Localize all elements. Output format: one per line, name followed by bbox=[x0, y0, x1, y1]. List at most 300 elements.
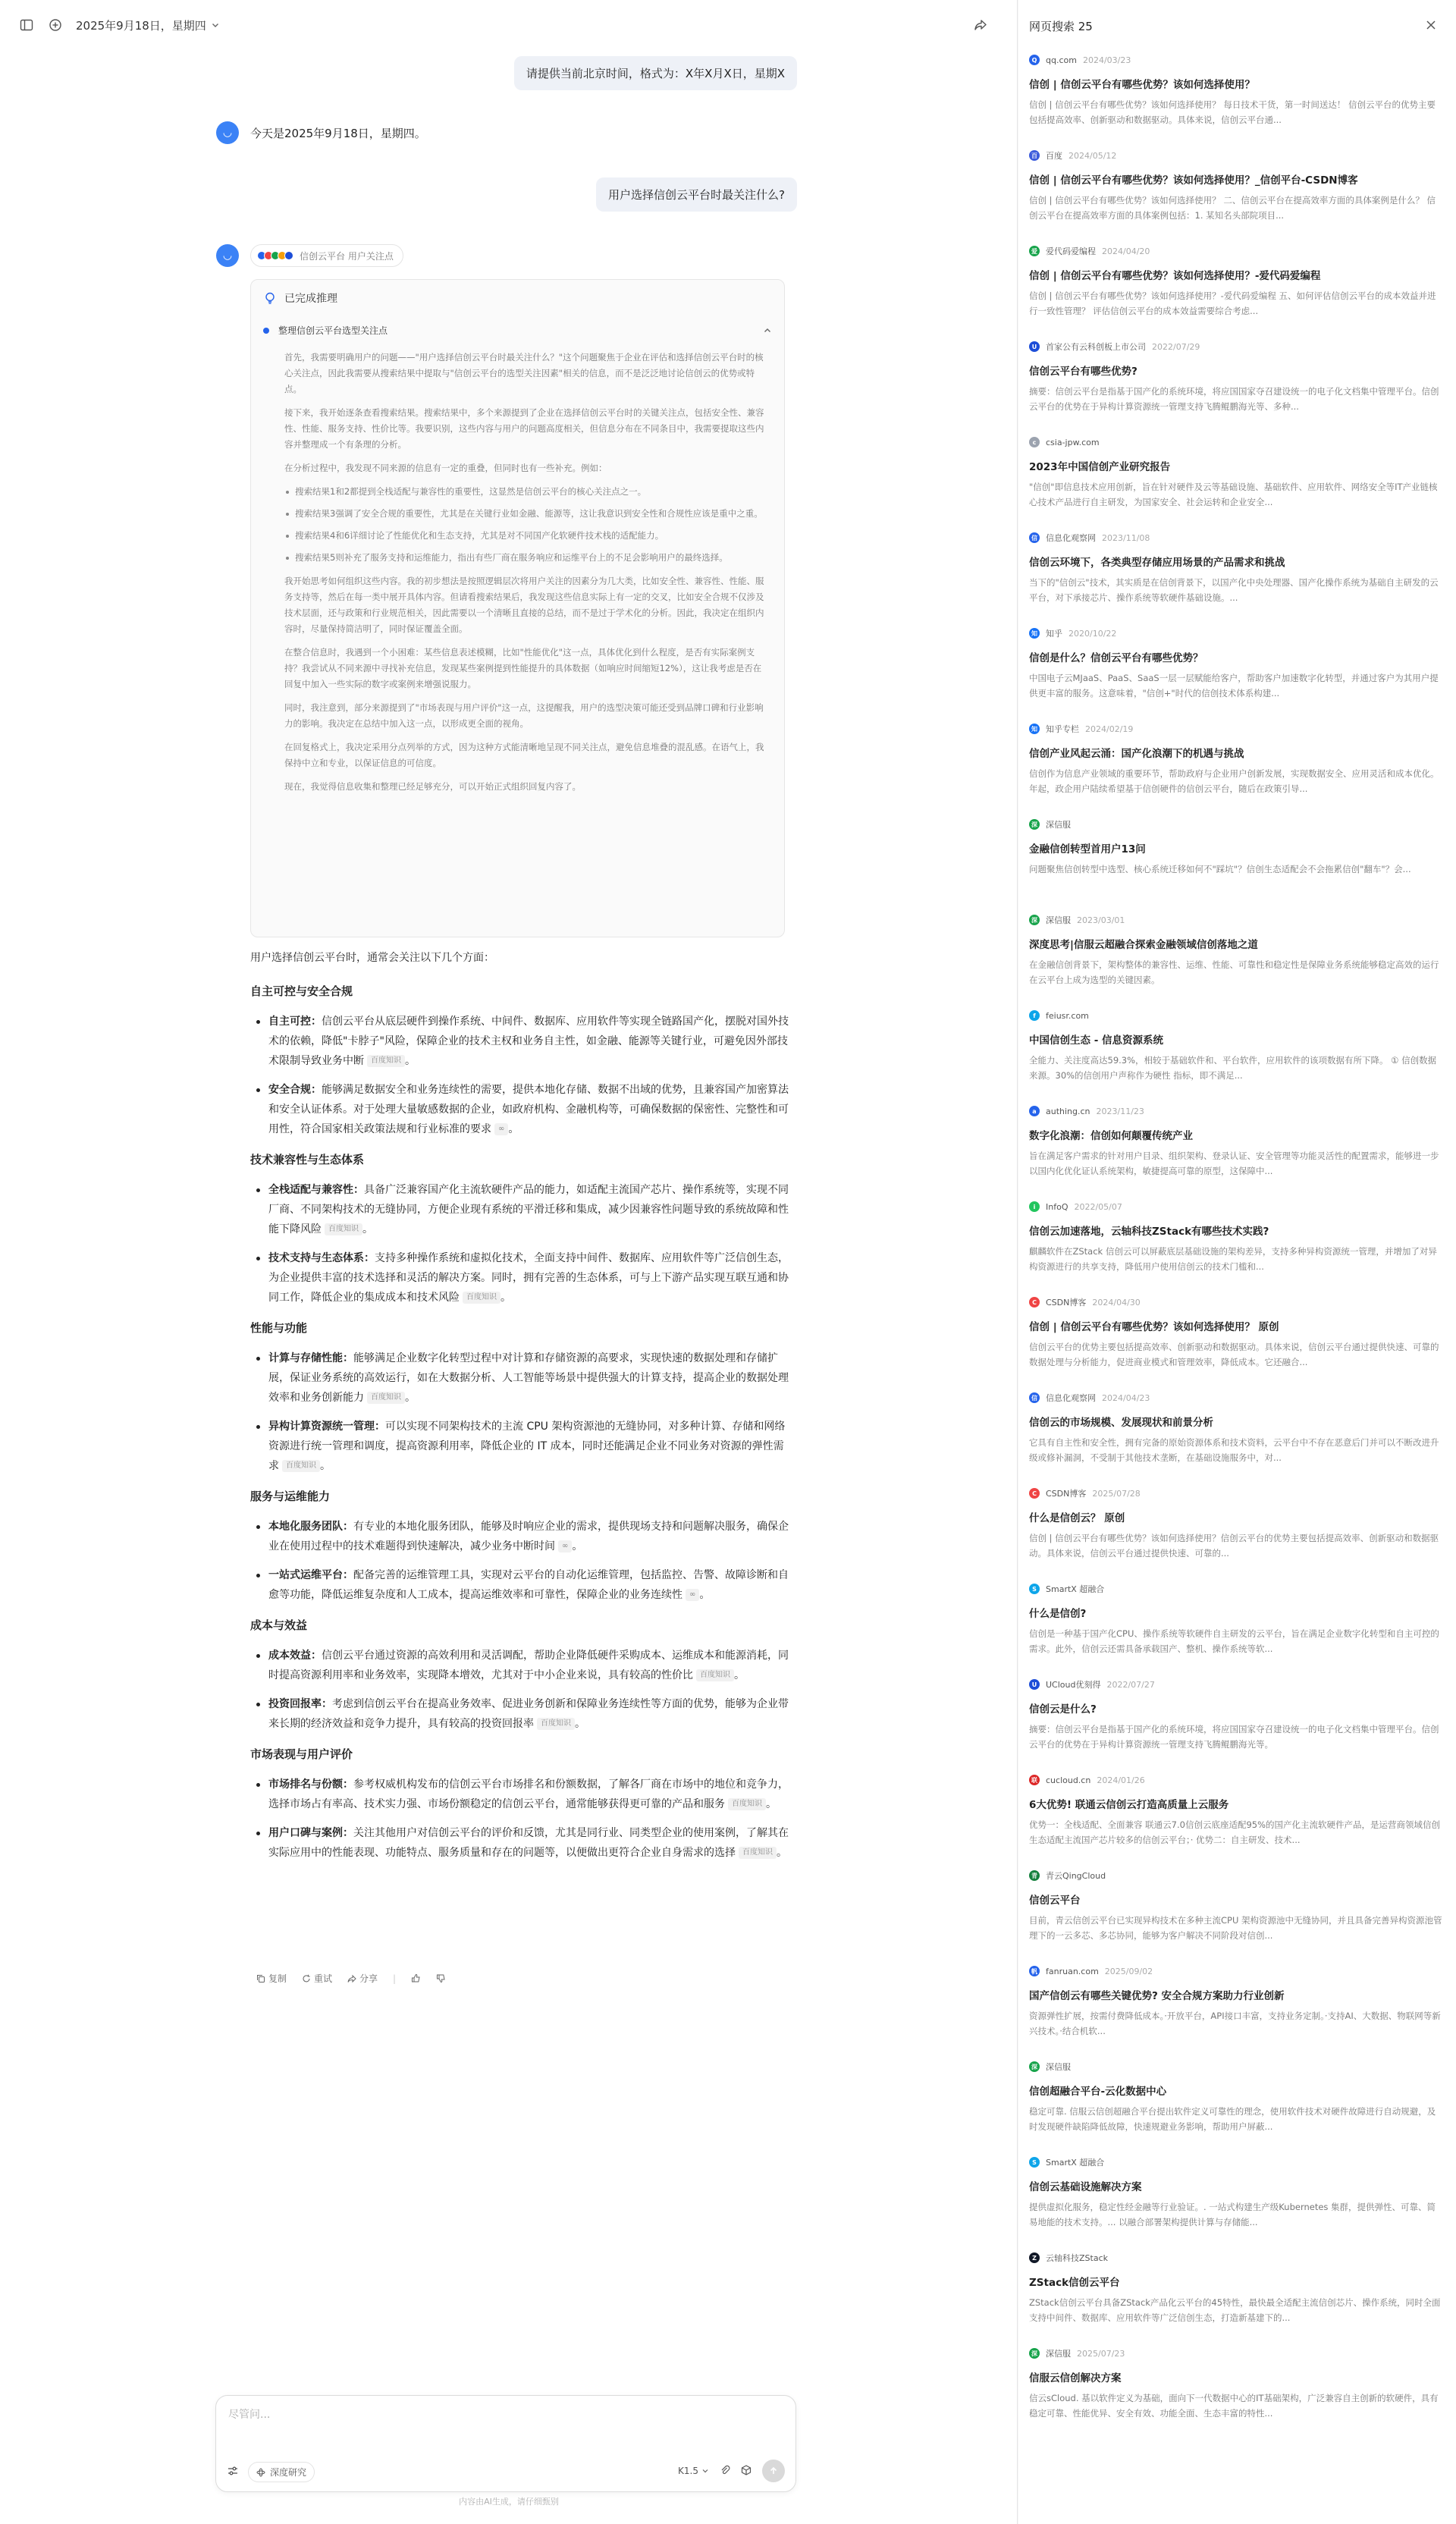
result-source: 青云QingCloud bbox=[1046, 1871, 1106, 1881]
search-result-item[interactable] bbox=[1029, 1295, 1442, 1391]
search-result-item[interactable] bbox=[1029, 1964, 1442, 2060]
result-title[interactable]: 国产信创云有哪些关键优势? 安全合规方案助力行业创新 bbox=[1029, 1990, 1285, 2002]
result-date: 2023/11/08 bbox=[1102, 532, 1150, 543]
result-meta bbox=[1029, 2251, 1442, 2265]
site-favicon-icon: 爱 bbox=[1029, 246, 1040, 256]
result-date: 2023/11/23 bbox=[1096, 1106, 1144, 1116]
result-title[interactable]: 6大优势! 联通云信创云打造高质量上云服务 bbox=[1029, 1799, 1229, 1811]
reasoning-panel bbox=[250, 279, 785, 937]
site-favicon-icon: a bbox=[1029, 1106, 1040, 1116]
answer-list-item bbox=[250, 1517, 789, 1556]
search-result-item[interactable] bbox=[1029, 2155, 1442, 2251]
result-meta bbox=[1029, 53, 1442, 67]
result-source: feiusr.com bbox=[1046, 1010, 1089, 1021]
citation-badge[interactable]: ∞ bbox=[558, 1540, 572, 1552]
search-query-text: 信创云平台 用户关注点 bbox=[300, 250, 394, 262]
answer-list-item bbox=[250, 1417, 789, 1476]
cube-icon[interactable] bbox=[741, 2465, 752, 2478]
tools-icon[interactable] bbox=[227, 2465, 239, 2479]
copy-icon bbox=[256, 1974, 265, 1983]
sentence-end: 。 bbox=[362, 1223, 373, 1235]
search-result-item[interactable] bbox=[1029, 1773, 1442, 1869]
result-title[interactable]: 信创云平台 bbox=[1029, 1895, 1081, 1907]
answer-item-term: 自主可控： bbox=[268, 1016, 322, 1028]
result-title[interactable]: 信创 | 信创云平台有哪些优势？该如何选择使用？ bbox=[1029, 79, 1255, 91]
result-meta bbox=[1029, 1104, 1442, 1118]
result-meta bbox=[1029, 1678, 1442, 1691]
result-title[interactable]: 什么是信创云？ 原创 bbox=[1029, 1512, 1125, 1524]
result-date: 2024/05/12 bbox=[1068, 150, 1117, 161]
answer-intro: 用户选择信创云平台时，通常会关注以下几个方面： bbox=[250, 952, 494, 964]
result-snippet: 它具有自主性和安全性，拥有完备的原始资源体系和技术资料，云平台中不存在恶意后门并可以不断改进升级或修补漏洞，不受制于其他技术垄断，在基础设施服务中，对... bbox=[1029, 1437, 1439, 1463]
answer-item-term: 用户口碑与案例： bbox=[268, 1827, 353, 1839]
search-result-item[interactable] bbox=[1029, 531, 1442, 626]
site-favicon-icon: C bbox=[1029, 1297, 1040, 1308]
result-title[interactable]: 信创云平台有哪些优势? bbox=[1029, 366, 1138, 378]
reasoning-content bbox=[284, 350, 764, 802]
assistant-avatar: ◡ bbox=[216, 121, 239, 144]
result-meta bbox=[1029, 1964, 1442, 1978]
sentence-end: 。 bbox=[405, 1055, 416, 1067]
result-title[interactable]: 信创云的市场规模、发展现状和前景分析 bbox=[1029, 1417, 1213, 1429]
result-date: 2025/09/02 bbox=[1104, 1966, 1153, 1976]
answer-list-item bbox=[250, 1646, 789, 1685]
share-icon bbox=[347, 1974, 356, 1983]
citation-badge[interactable]: 百度知识 bbox=[728, 1798, 766, 1810]
result-title[interactable]: 信创 | 信创云平台有哪些优势？该如何选择使用？ 原创 bbox=[1029, 1321, 1279, 1333]
chevron-up-icon[interactable] bbox=[763, 326, 772, 335]
input-right-tools bbox=[678, 2460, 785, 2482]
result-snippet: 信创 | 信创云平台有哪些优势？该如何选择使用？ 每日技术干货，第一时间送达！ 信创云平台的优势主要包括提高效率、创新驱动和数据驱动。具体来说，信创云平台通... bbox=[1029, 99, 1436, 125]
arrow-up-icon bbox=[769, 2466, 778, 2475]
result-source: UCloud优刻得 bbox=[1046, 1680, 1101, 1690]
site-favicon-icon: 深 bbox=[1029, 2348, 1040, 2359]
result-date: 2024/01/26 bbox=[1097, 1775, 1145, 1785]
answer-list-item bbox=[250, 1180, 789, 1239]
site-favicon-icon: 帆 bbox=[1029, 1966, 1040, 1976]
chat-header bbox=[18, 15, 220, 35]
search-result-item[interactable] bbox=[1029, 1678, 1442, 1773]
result-meta bbox=[1029, 722, 1442, 736]
answer-section-list bbox=[250, 1348, 789, 1476]
answer-list-item bbox=[250, 1080, 789, 1139]
search-result-item[interactable] bbox=[1029, 435, 1442, 531]
result-title[interactable]: 金融信创转型首用户13问 bbox=[1029, 843, 1146, 855]
deep-research-toggle[interactable] bbox=[248, 2462, 315, 2482]
result-snippet: 旨在满足客户需求的针对用户目录、组织架构、登录认证、安全管理等功能灵活性的配置需求，能够进一步以国内化优化证认系统架构，敏捷提高可靠的原型，这保障中... bbox=[1029, 1151, 1439, 1176]
reasoning-bullet: 搜索结果1和2都提到全栈适配与兼容性的重要性，这显然是信创云平台的核心关注点之一。 bbox=[284, 484, 764, 500]
citation-badge[interactable]: 百度知识 bbox=[282, 1460, 320, 1472]
result-date: 2022/05/07 bbox=[1074, 1201, 1122, 1212]
answer-section-list bbox=[250, 1775, 789, 1863]
result-snippet: 信云sCloud. 基以软件定义为基础，面向下一代数据中心的IT基础架构，广泛兼容自主创新的软硬件，具有稳定可靠、性能优异、安全有效、功能全面、生态丰富的特性... bbox=[1029, 2393, 1439, 2419]
citation-badge[interactable]: 百度知识 bbox=[537, 1718, 575, 1730]
share-label: 分享 bbox=[359, 1973, 378, 1984]
result-meta bbox=[1029, 435, 1442, 449]
citation-badge[interactable]: 百度知识 bbox=[696, 1669, 734, 1681]
assistant-answer bbox=[250, 948, 789, 1872]
answer-item-text: 支持多种操作系统和虚拟化技术，全面支持中间件、数据库、应用软件等广泛信创生态，为企业提供丰富的技术选择和灵活的解决方案。同时，拥有完善的生态体系，可与上下游产品实现互联互通和协同工作，降低企业的集成成本和技术风险 bbox=[268, 1252, 789, 1304]
answer-section-list bbox=[250, 1012, 789, 1139]
chat-input-box[interactable] bbox=[215, 2395, 796, 2492]
share-icon[interactable] bbox=[971, 15, 990, 35]
citation-badge[interactable]: 百度知识 bbox=[463, 1292, 500, 1304]
sidebar-toggle-icon[interactable] bbox=[18, 17, 35, 33]
answer-item-term: 一站式运维平台： bbox=[268, 1569, 353, 1581]
reasoning-paragraph: 接下来，我开始逐条查看搜索结果。搜索结果中，多个来源提到了企业在选择信创云平台时的关键关注点，包括安全性、兼容性、性能、服务支持、性价比等。我要识别，这些内容与用户的问题高度相关，但信息分布在不同条目中，我需要提取这些内容并整理成一个有条理的分析。 bbox=[284, 407, 764, 450]
share-button[interactable] bbox=[347, 1972, 378, 1985]
result-date: 2022/07/27 bbox=[1106, 1679, 1155, 1690]
reasoning-paragraph: 我开始思考如何组织这些内容。我的初步想法是按照逻辑层次将用户关注的因素分为几大类，比如安全性、兼容性、性能、服务支持等，然后在每一类中展开具体内容。但请看搜索结果后，我发现这些信息实际上有一定的交叉，比如安全合规不仅涉及技术层面，还与政策和行业规范相关，因此需要以一个清晰且直接的总结，而不是过于学术化的分析。因此，我决定在组织内容时，尽量保持简洁明了，同时保证覆盖全面。 bbox=[284, 576, 764, 634]
assistant-message-text: 今天是2025年9月18日，星期四。 bbox=[250, 127, 426, 140]
result-source: 信息化观察网 bbox=[1046, 533, 1096, 543]
result-meta bbox=[1029, 1009, 1442, 1022]
reasoning-paragraph: 在整合信息时，我遇到一个小困难：某些信息表述模糊，比如"性能优化"这一点，具体优化到什么程度，是否有实际案例支持？我尝试从不同来源中寻找补充信息，发现某些案例提到性能提升的具体数据（如响应时间缩短12%），这让我考虑是否在回复中加入一些实际的数字或案例来增强说服力。 bbox=[284, 647, 762, 689]
answer-item-text: 能够满足数据安全和业务连续性的需要，提供本地化存储、数据不出域的优势，且兼容国产加密算法和安全认证体系。对于处理大量敏感数据的企业，如政府机构、金融机构等，可确保数据的保密性、完整性和可用性，符合国家相关政策法规和行业标准的要求 bbox=[268, 1084, 789, 1135]
result-title[interactable]: 信创 | 信创云平台有哪些优势？该如何选择使用？-爱代码爱编程 bbox=[1029, 270, 1321, 282]
web-search-panel bbox=[1018, 0, 1456, 2524]
attachment-icon[interactable] bbox=[720, 2465, 730, 2478]
step-dot bbox=[263, 328, 269, 334]
result-source: qq.com bbox=[1046, 55, 1077, 65]
result-date: 2024/04/23 bbox=[1102, 1392, 1150, 1403]
reasoning-bullet: 搜索结果4和6详细讨论了性能优化和生态支持，尤其是对不同国产化软硬件技术栈的适配能力。 bbox=[284, 528, 764, 544]
site-favicon-icon: 深 bbox=[1029, 2061, 1040, 2072]
result-snippet: 目前，青云信创云平台已实现异构技术在多种主流CPU 架构资源池中无缝协同，并且具备完善异构资源池管理下的一云多芯、多芯协同，能够为客户解决不同阶段对信创... bbox=[1029, 1915, 1442, 1941]
site-favicon-icon: f bbox=[1029, 1010, 1040, 1021]
result-snippet: 中国电子云MJaaS、PaaS、SaaS一层一层赋能给客户，帮助客户加速数字化转型，并通过客户为其用户提供更丰富的服务。这意味着，"信创+"时代的信创技术体系构建... bbox=[1029, 673, 1439, 698]
result-source: SmartX 超融合 bbox=[1046, 2158, 1105, 2168]
deep-research-label: 深度研究 bbox=[270, 2467, 307, 2478]
result-date: 2020/10/22 bbox=[1068, 628, 1117, 639]
ai-disclaimer: 内容由AI生成，请仔细甄别 bbox=[459, 2497, 559, 2507]
result-snippet: 提供虚拟化服务，稳定性经金融等行业验证。. 一站式构建生产级Kubernetes 集群，提供弹性、可靠、简易地能的技术支持。... 以融合部署架构提供计算与存储能... bbox=[1029, 2202, 1436, 2227]
result-title[interactable]: 信创产业风起云涌：国产化浪潮下的机遇与挑战 bbox=[1029, 748, 1244, 760]
answer-sections bbox=[250, 981, 789, 1863]
result-title[interactable]: 信创云是什么? bbox=[1029, 1703, 1097, 1716]
site-favicon-icon: U bbox=[1029, 341, 1040, 352]
result-snippet: 信创是一种基于国产化CPU、操作系统等软硬件自主研发的云平台，旨在满足企业数字化转型和自主可控的需求。此外，信创云还需具备承载国产、整机、操作系统等软... bbox=[1029, 1628, 1439, 1654]
result-source: cucloud.cn bbox=[1046, 1775, 1091, 1785]
answer-list-item bbox=[250, 1012, 789, 1071]
result-title[interactable]: 信创云加速落地，云轴科技ZStack有哪些技术实践? bbox=[1029, 1226, 1269, 1238]
answer-list-item bbox=[250, 1348, 789, 1408]
answer-item-term: 安全合规： bbox=[268, 1084, 322, 1096]
sentence-end: 。 bbox=[508, 1123, 519, 1135]
site-favicon-icon: C bbox=[1029, 1488, 1040, 1499]
model-selector[interactable] bbox=[678, 2466, 709, 2476]
sentence-end: 。 bbox=[777, 1847, 787, 1859]
result-date: 2025/07/23 bbox=[1077, 2348, 1125, 2359]
reasoning-list bbox=[284, 484, 764, 566]
search-result-item[interactable] bbox=[1029, 2060, 1442, 2155]
result-meta bbox=[1029, 626, 1442, 640]
result-snippet: 信创云平台的优势主要包括提高效率、创新驱动和数据驱动。具体来说，信创云平台通过提供快速、可靠的数据处理与分析能力，促进商业模式和管理效率，降低成本。它还融合... bbox=[1029, 1342, 1439, 1367]
thumbs-down-icon[interactable] bbox=[436, 1973, 446, 1983]
reasoning-paragraph: 现在，我觉得信息收集和整理已经足够充分，可以开始正式组织回复内容了。 bbox=[284, 781, 581, 792]
user-message-text: 请提供当前北京时间，格式为：X年X月X日，星期X bbox=[526, 67, 785, 80]
result-source: csia-jpw.com bbox=[1046, 437, 1100, 447]
result-source: CSDN博客 bbox=[1046, 1298, 1087, 1308]
search-result-item[interactable] bbox=[1029, 1582, 1442, 1678]
answer-section-heading: 自主可控与安全合规 bbox=[250, 984, 353, 998]
search-result-item[interactable] bbox=[1029, 2347, 1442, 2442]
result-source: 首家公有云科创板上市公司 bbox=[1046, 342, 1146, 352]
result-meta bbox=[1029, 1869, 1442, 1882]
answer-list-item bbox=[250, 1694, 789, 1734]
result-source: 信息化观察网 bbox=[1046, 1393, 1096, 1403]
result-date: 2023/03/01 bbox=[1077, 915, 1125, 925]
answer-item-text: 能够满足企业数字化转型过程中对计算和存储资源的高要求，实现快速的数据处理和存储扩展，保证业务系统的高效运行，如在大数据分析、人工智能等场景中提供强大的计算支持，提高企业的数据处理效率和业务创新能力 bbox=[268, 1352, 789, 1404]
result-source: 云轴科技ZStack bbox=[1046, 2253, 1108, 2263]
sentence-end: 。 bbox=[320, 1460, 331, 1472]
site-favicon-icon: S bbox=[1029, 1584, 1040, 1594]
sentence-end: 。 bbox=[766, 1798, 777, 1810]
retry-button[interactable] bbox=[302, 1972, 332, 1985]
conversation-title-text: 2025年9月18日，星期四 bbox=[76, 18, 206, 33]
user-message bbox=[596, 177, 797, 212]
result-snippet: 当下的"信创云"技术，其实质是在信创背景下，以国产化中央处理器、国产化操作系统为基础自主研发的云平台，对下承接芯片、操作系统等软硬件基础设施。... bbox=[1029, 577, 1439, 603]
answer-item-text: 信创云平台通过资源的高效利用和灵活调配，帮助企业降低硬件采购成本、运维成本和能源消耗，同时提高资源利用率和业务效率，实现降本增效，尤其对于中小企业来说，具有较高的性价比 bbox=[268, 1650, 789, 1681]
site-favicon-icon: 深 bbox=[1029, 819, 1040, 830]
reasoning-paragraph: 在分析过程中，我发现不同来源的信息有一定的重叠，但同时也有一些补充。例如： bbox=[284, 463, 607, 473]
search-result-item[interactable] bbox=[1029, 1391, 1442, 1486]
reasoning-header[interactable] bbox=[263, 290, 337, 306]
answer-item-text: 有专业的本地化服务团队，能够及时响应企业的需求，提供现场支持和问题解决服务，确保企业在使用过程中的技术难题得到快速解决，减少业务中断时间 bbox=[268, 1521, 789, 1552]
result-snippet: 资源弹性扩展，按需付费降低成本。·开放平台，API接口丰富，支持业务定制。·支持AI、大数据、物联网等新兴技术。·结合机软... bbox=[1029, 2011, 1441, 2036]
new-chat-icon[interactable] bbox=[47, 17, 64, 33]
answer-item-text: 考虑到信创云平台在提高业务效率、促进业务创新和保障业务连续性等方面的优势，能够为企业带来长期的经济效益和竞争力提升，具有较高的投资回报率 bbox=[268, 1698, 789, 1730]
reasoning-step[interactable] bbox=[263, 324, 772, 337]
sentence-end: 。 bbox=[500, 1292, 511, 1304]
search-result-item[interactable] bbox=[1029, 2251, 1442, 2347]
result-meta bbox=[1029, 340, 1442, 353]
site-favicon-icon: 信 bbox=[1029, 1392, 1040, 1403]
reasoning-step-title: 整理信创云平台选型关注点 bbox=[278, 325, 388, 336]
model-label: K1.5 bbox=[678, 2466, 698, 2476]
site-favicon-icon: Q bbox=[1029, 55, 1040, 65]
result-title[interactable]: ZStack信创云平台 bbox=[1029, 2277, 1120, 2289]
reasoning-paragraph: 在回复格式上，我决定采用分点列举的方式，因为这种方式能清晰地呈现不同关注点，避免信息堆叠的混乱感。在语气上，我保持中立和专业，以保证信息的可信度。 bbox=[284, 742, 764, 768]
search-result-item[interactable] bbox=[1029, 626, 1442, 722]
answer-item-text: 参考权威机构发布的信创云平台市场排名和份额数据，了解各厂商在市场中的地位和竞争力，选择市场占有率高、技术实力强、市场份额稳定的信创云平台，通常能够获得更可靠的产品和服务 bbox=[268, 1778, 789, 1810]
result-meta bbox=[1029, 1200, 1442, 1213]
divider: | bbox=[393, 1973, 397, 1984]
answer-item-term: 异构计算资源统一管理： bbox=[268, 1421, 385, 1433]
result-meta bbox=[1029, 1773, 1442, 1787]
answer-item-term: 成本效益： bbox=[268, 1650, 322, 1662]
answer-item-term: 投资回报率： bbox=[268, 1698, 332, 1710]
result-source: 深信服 bbox=[1046, 915, 1071, 925]
result-snippet: 信创 | 信创云平台有哪些优势？该如何选择使用？ 二、信创云平台在提高效率方面的具体案例是什么？ 信创云平台在提高效率方面的具体案例包括：1. 某知名头部院项目... bbox=[1029, 195, 1436, 221]
answer-section-heading: 技术兼容性与生态体系 bbox=[250, 1153, 365, 1166]
result-date: 2024/02/19 bbox=[1085, 724, 1134, 734]
reasoning-bullet: 搜索结果3强调了安全合规的重要性，尤其是在关键行业如金融、能源等，这让我意识到安全性和合规性应该是重中之重。 bbox=[284, 506, 764, 522]
result-snippet: 优势一：全栈适配、全面兼容 联通云7.0信创云底座适配95%的国产化主流软硬件产品，是运营商领域信创生态适配主流国产芯片较多的信创云平台；· 优势二：自主研发、技术... bbox=[1029, 1819, 1440, 1845]
site-favicon-icon: 青 bbox=[1029, 1870, 1040, 1881]
result-source: CSDN博客 bbox=[1046, 1489, 1087, 1499]
result-source: 爱代码爱编程 bbox=[1046, 246, 1096, 256]
search-results-list bbox=[1029, 53, 1442, 2442]
search-result-item[interactable] bbox=[1029, 53, 1442, 149]
thumbs-up-icon[interactable] bbox=[411, 1973, 421, 1983]
result-source: 深信服 bbox=[1046, 2349, 1071, 2359]
sentence-end: 。 bbox=[405, 1392, 416, 1404]
result-meta bbox=[1029, 2155, 1442, 2169]
search-result-item[interactable] bbox=[1029, 1200, 1442, 1295]
reasoning-paragraph: 同时，我注意到，部分来源提到了"市场表现与用户评价"这一点，这提醒我，用户的选型决策可能还受到品牌口碑和行业影响力的影响。我决定在总结中加入这一点，以形成更全面的视角。 bbox=[284, 702, 764, 729]
answer-item-term: 本地化服务团队： bbox=[268, 1521, 353, 1533]
result-date: 2024/03/23 bbox=[1082, 55, 1131, 65]
search-result-item[interactable] bbox=[1029, 1486, 1442, 1582]
answer-item-text: 具备广泛兼容国产化主流软硬件产品的能力，如适配主流国产芯片、操作系统等，实现不同厂商、不同架构技术的无缝协同，方便企业现有系统的平滑迁移和集成，减少因兼容性问题导致的系统故障和性能下降风险 bbox=[268, 1184, 789, 1235]
chat-input-placeholder[interactable]: 尽管问... bbox=[228, 2409, 271, 2421]
reasoning-bullet: 搜索结果5则补充了服务支持和运维能力，指出有些厂商在服务响应和运维平台上的不足会影响用户的最终选择。 bbox=[284, 550, 764, 566]
answer-section-heading: 服务与运维能力 bbox=[250, 1490, 331, 1503]
answer-item-text: 配备完善的运维管理工具，实现对云平台的自动化运维管理，包括监控、告警、故障诊断和自愈等功能，降低运维复杂度和人工成本，提高运维效率和可靠性，保障企业的业务连续性 bbox=[268, 1569, 789, 1601]
answer-item-text: 关注其他用户对信创云平台的评价和反馈，尤其是同行业、同类型企业的使用案例，了解其在实际应用中的性能表现、功能特点、服务质量和存在的问题等，以便做出更符合企业自身需求的选择 bbox=[268, 1827, 789, 1859]
citation-badge[interactable]: ∞ bbox=[686, 1589, 699, 1601]
retry-label: 重试 bbox=[314, 1973, 333, 1984]
answer-section-heading: 性能与功能 bbox=[250, 1321, 308, 1335]
result-meta bbox=[1029, 2347, 1442, 2360]
answer-section-heading: 市场表现与用户评价 bbox=[250, 1747, 353, 1761]
copy-label: 复制 bbox=[268, 1973, 287, 1984]
chevron-down-icon bbox=[211, 20, 220, 30]
result-meta bbox=[1029, 913, 1442, 927]
user-message-text: 用户选择信创云平台时最关注什么? bbox=[608, 188, 785, 202]
send-button[interactable] bbox=[762, 2460, 785, 2482]
result-source: 深信服 bbox=[1046, 820, 1071, 830]
result-title[interactable]: 信创 | 信创云平台有哪些优势？该如何选择使用？_信创平台-CSDN博客 bbox=[1029, 174, 1358, 187]
result-snippet: 麒麟软件在ZStack 信创云可以屏蔽底层基础设施的架构差异，支持多种异构资源统一管理，并增加了对异构资源进行的共享支持，降低用户使用信创云的技术门槛和... bbox=[1029, 1246, 1437, 1272]
result-title[interactable]: 信创是什么？信创云平台有哪些优势？ bbox=[1029, 652, 1203, 664]
message-actions bbox=[256, 1972, 446, 1985]
result-meta bbox=[1029, 531, 1442, 545]
citation-badge[interactable]: 百度知识 bbox=[367, 1392, 405, 1404]
chevron-down-icon bbox=[701, 2467, 709, 2475]
answer-list-item bbox=[250, 1823, 789, 1863]
result-title[interactable]: 信创云基础设施解决方案 bbox=[1029, 2181, 1142, 2193]
refresh-icon bbox=[302, 1974, 311, 1983]
result-title[interactable]: 信服云信创解决方案 bbox=[1029, 2372, 1122, 2384]
site-favicon-icon: S bbox=[1029, 2157, 1040, 2168]
result-snippet: 摘要：信创云平台是指基于国产化的系统环境，将应国国家夺召建设统一的电子化文档集中管理平台。信创云平台的优势在于异构计算资源统一管理支持飞腾鲲鹏海光等、多种... bbox=[1029, 386, 1439, 412]
result-meta bbox=[1029, 1486, 1442, 1500]
search-result-item[interactable] bbox=[1029, 340, 1442, 435]
site-favicon-icon: 联 bbox=[1029, 1775, 1040, 1785]
sentence-end: 。 bbox=[734, 1669, 745, 1681]
answer-item-term: 市场排名与份额： bbox=[268, 1778, 353, 1791]
user-message bbox=[514, 56, 797, 90]
result-meta bbox=[1029, 818, 1442, 831]
answer-item-term: 计算与存储性能： bbox=[268, 1352, 353, 1364]
copy-button[interactable] bbox=[256, 1972, 287, 1985]
sentence-end: 。 bbox=[699, 1589, 711, 1601]
result-source: 知乎专栏 bbox=[1046, 724, 1079, 734]
close-icon[interactable] bbox=[1423, 17, 1439, 33]
result-snippet: 信创 | 信创云平台有哪些优势？该如何选择使用？-爱代码爱编程 五、如何评估信创云平台的成本效益并进行一致性管理？ 评估信创云平台的成本效益需要综合考虑... bbox=[1029, 290, 1436, 316]
reasoning-status: 已完成推理 bbox=[284, 293, 337, 305]
sentence-end: 。 bbox=[572, 1540, 583, 1552]
result-title[interactable]: 什么是信创? bbox=[1029, 1608, 1087, 1620]
result-snippet: 信创作为信息产业领域的重要环节，帮助政府与企业用户创新发展，实现数据安全、应用灵活和成本优化。年起，政企用户陆续希望基于信创硬件的信创云平台，随后在政策引导... bbox=[1029, 768, 1439, 794]
result-source: 知乎 bbox=[1046, 629, 1062, 639]
site-favicon-icon: i bbox=[1029, 1201, 1040, 1212]
citation-badge[interactable]: 百度知识 bbox=[739, 1847, 777, 1859]
search-result-item[interactable] bbox=[1029, 149, 1442, 244]
result-date: 2024/04/20 bbox=[1102, 246, 1150, 256]
search-result-item[interactable] bbox=[1029, 1869, 1442, 1964]
search-result-item[interactable] bbox=[1029, 722, 1442, 818]
web-search-title: 网页搜索 25 bbox=[1029, 20, 1093, 33]
result-title[interactable]: 信创超融合平台-云化数据中心 bbox=[1029, 2086, 1167, 2098]
search-result-item[interactable] bbox=[1029, 1104, 1442, 1200]
search-result-item[interactable] bbox=[1029, 244, 1442, 340]
answer-item-term: 全栈适配与兼容性： bbox=[268, 1184, 364, 1196]
site-favicon-icon: 深 bbox=[1029, 915, 1040, 925]
result-snippet: ZStack信创云平台具备ZStack产品化云平台的45特性，最快最全适配主流信创芯片、操作系统，同时全面支持中间件、数据库、应用软件等广泛信创生态，打造新基建下的... bbox=[1029, 2297, 1441, 2323]
site-favicon-icon: Z bbox=[1029, 2252, 1040, 2263]
search-result-item[interactable] bbox=[1029, 818, 1442, 913]
citation-badge[interactable]: 百度知识 bbox=[367, 1055, 405, 1067]
result-source: InfoQ bbox=[1046, 1201, 1068, 1212]
result-source: 百度 bbox=[1046, 151, 1062, 161]
answer-section-list bbox=[250, 1646, 789, 1734]
result-source: fanruan.com bbox=[1046, 1966, 1099, 1976]
conversation-title[interactable] bbox=[76, 17, 220, 33]
site-favicon-icon: 百 bbox=[1029, 150, 1040, 161]
site-favicon-icon: 知 bbox=[1029, 724, 1040, 734]
result-snippet: 摘要：信创云平台是指基于国产化的系统环境，将应国国家夺召建设统一的电子化文档集中管理平台。信创云平台的优势在于异构计算资源统一管理支持飞腾鲲鹏海光等。 bbox=[1029, 1724, 1439, 1750]
sentence-end: 。 bbox=[575, 1718, 585, 1730]
site-favicon-icon: U bbox=[1029, 1679, 1040, 1690]
result-title[interactable]: 深度思考|信服云超融合探索金融领域信创落地之道 bbox=[1029, 939, 1258, 951]
site-favicon-icon: 信 bbox=[1029, 532, 1040, 543]
result-meta bbox=[1029, 1391, 1442, 1405]
answer-section-list bbox=[250, 1517, 789, 1605]
result-source: authing.cn bbox=[1046, 1106, 1090, 1116]
search-result-item[interactable] bbox=[1029, 1009, 1442, 1104]
result-snippet: 稳定可靠. 信服云信创超融合平台提出软件定义可靠性的理念，使用软件技术对硬件故障进行自动规避，及时发现硬件缺陷降低故障，快速规避业务影响，帮助用户屏蔽... bbox=[1029, 2106, 1436, 2132]
result-title[interactable]: 中国信创生态 - 信息资源系统 bbox=[1029, 1034, 1164, 1047]
answer-list-item bbox=[250, 1248, 789, 1308]
atom-icon bbox=[256, 2468, 265, 2477]
answer-item-term: 技术支持与生态体系： bbox=[268, 1252, 375, 1264]
result-meta bbox=[1029, 1295, 1442, 1309]
result-date: 2024/04/30 bbox=[1092, 1297, 1141, 1308]
result-meta bbox=[1029, 2060, 1442, 2074]
result-title[interactable]: 数字化浪潮：信创如何颠覆传统产业 bbox=[1029, 1130, 1193, 1142]
input-tools bbox=[227, 2462, 315, 2482]
site-favicon-icon: c bbox=[1029, 437, 1040, 447]
result-snippet: "信创"即信息技术应用创新，旨在针对硬件及云等基础设施、基础软件、应用软件、网络安全等IT产业链核心技术产品进行自主研发，为国家安全、社会运转和企业安全... bbox=[1029, 482, 1438, 507]
search-sources-chip[interactable] bbox=[250, 244, 403, 267]
result-snippet: 信创 | 信创云平台有哪些优势？该如何选择使用？信创云平台的优势主要包括提高效率、创新驱动和数据驱动。具体来说，信创云平台通过提供快速、可靠的... bbox=[1029, 1533, 1439, 1559]
result-meta bbox=[1029, 244, 1442, 258]
citation-badge[interactable]: ∞ bbox=[494, 1123, 508, 1135]
site-favicon-icon: 知 bbox=[1029, 628, 1040, 639]
result-date: 2025/07/28 bbox=[1092, 1488, 1141, 1499]
search-result-item[interactable] bbox=[1029, 913, 1442, 1009]
result-snippet: 在金融信创背景下，架构整体的兼容性、运维、性能、可靠性和稳定性是保障业务系统能够稳定高效的运行在云平台上成为选型的关键因素。 bbox=[1029, 959, 1439, 985]
result-title[interactable]: 2023年中国信创产业研究报告 bbox=[1029, 461, 1171, 473]
citation-badge[interactable]: 百度知识 bbox=[325, 1223, 362, 1235]
result-title[interactable]: 信创云环境下，各类典型存储应用场景的产品需求和挑战 bbox=[1029, 557, 1285, 569]
result-source: 深信服 bbox=[1046, 2062, 1071, 2072]
answer-section-list bbox=[250, 1180, 789, 1308]
result-snippet: 全能力、关注度高达59.3%，相较于基础软件和、平台软件，应用软件的该项数据有所下降。 ① 信创数据来源。30%的信创用户声称作为硬性 指标，即不满足... bbox=[1029, 1055, 1437, 1081]
